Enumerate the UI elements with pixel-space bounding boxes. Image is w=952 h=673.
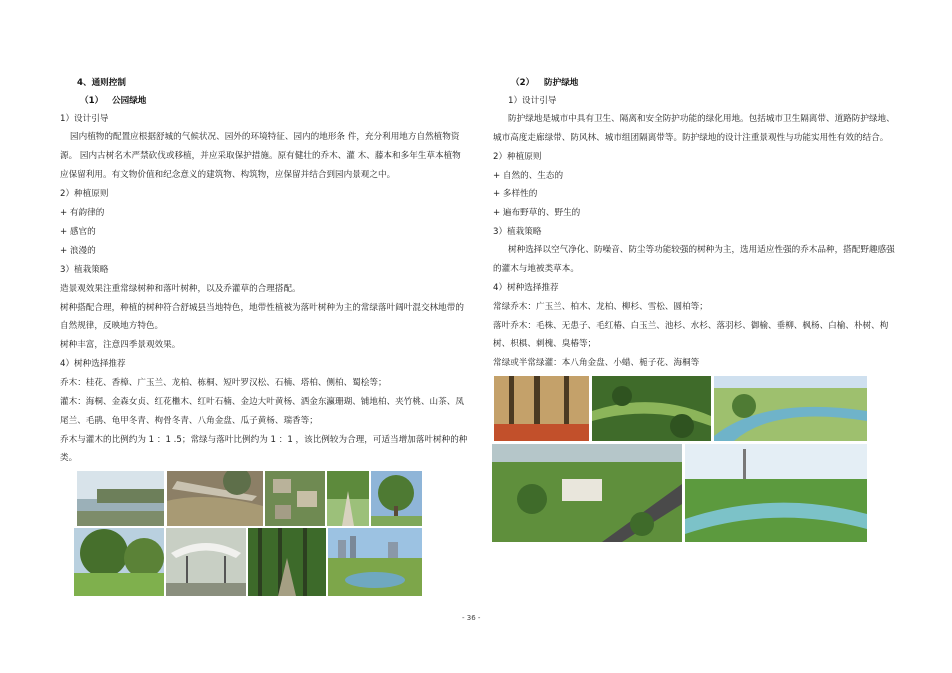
greenway-rendering-photo bbox=[492, 444, 682, 542]
principle-item: + 多样性的 bbox=[493, 189, 538, 199]
river-aerial-photo bbox=[714, 376, 867, 441]
aerial-garden-photo bbox=[265, 471, 325, 526]
canopy-structure-photo bbox=[166, 528, 246, 596]
species-line: 尾兰、毛鹃、龟甲冬青、枸骨冬青、八角金盘、瓜子黄杨、瑞香等； bbox=[60, 416, 318, 426]
lawn-trees-photo bbox=[74, 528, 164, 596]
principle-item: + 自然的、生态的 bbox=[493, 171, 564, 181]
species-line: 树、枳椇、刺槐、臭椿等； bbox=[493, 339, 597, 349]
species-line: 类。 bbox=[60, 453, 78, 463]
principle-item: + 有韵律的 bbox=[60, 208, 105, 218]
park-lake-photo bbox=[77, 471, 164, 526]
guide-title: 1）设计引导 bbox=[508, 96, 557, 106]
section-heading: 4、通则控制 bbox=[77, 78, 126, 88]
strategy-line: 造景观效果注重常绿树种和落叶树种，以及乔灌草的合理搭配。 bbox=[60, 284, 301, 294]
principle-title: 2）种植原则 bbox=[60, 189, 109, 199]
city-wetland-photo bbox=[328, 528, 422, 596]
page-number: - 36 - bbox=[462, 614, 481, 622]
strategy-line: 树种丰富，注意四季景观效果。 bbox=[60, 340, 181, 350]
strategy-title: 3）植栽策略 bbox=[493, 227, 542, 237]
species-line: 常绿乔木：广玉兰、柏木、龙柏、柳杉、雪松、圆柏等； bbox=[493, 302, 708, 312]
subheading-protective-green: 防护绿地 bbox=[544, 78, 579, 88]
tree-sky-photo bbox=[371, 471, 422, 526]
strategy-line: 树种选择以空气净化、防噪音、防尘等功能较强的树种为主，选用适应性强的乔木品种，搭配野趣感强 bbox=[508, 245, 895, 255]
species-line: 落叶乔木：毛株、无患子、毛红椿、白玉兰、池杉、水杉、落羽杉、御榆、垂柳、枫杨、白榆、朴树、枸 bbox=[493, 321, 889, 331]
principle-item: + 感官的 bbox=[60, 227, 96, 237]
species-title: 4）树种选择推荐 bbox=[493, 283, 559, 293]
guide-line: 防护绿地是城市中具有卫生、隔离和安全防护功能的绿化用地。包括城市卫生隔离带、道路防护绿地、 bbox=[508, 114, 895, 124]
guide-line: 园内植物的配置应根据舒城的气候状况、园外的环境特征、园内的地形条 件，充分利用地方自然植物资 bbox=[70, 132, 460, 142]
guide-line: 城市高度走廊绿带、防风林、城市组团隔离带等。防护绿地的设计注重景观性与功能实用性有效的结合。 bbox=[493, 133, 889, 143]
misty-forest-photo bbox=[494, 376, 589, 441]
principle-item: + 遍布野草的、野生的 bbox=[493, 208, 581, 218]
species-title: 4）树种选择推荐 bbox=[60, 359, 126, 369]
tree-lined-path-photo bbox=[327, 471, 369, 526]
subheading-number: （1） bbox=[80, 96, 104, 106]
aerial-greenbelt-photo bbox=[592, 376, 711, 441]
forest-path-photo bbox=[248, 528, 326, 596]
strategy-line: 自然规律，反映地方特色。 bbox=[60, 321, 164, 331]
principle-item: + 浪漫的 bbox=[60, 246, 96, 256]
strategy-title: 3）植栽策略 bbox=[60, 265, 109, 275]
river-park-tower-photo bbox=[685, 444, 867, 542]
guide-line: 应保留利用。有文物价值和纪念意义的建筑物、构筑物，应保留并结合到园内景观之中。 bbox=[60, 170, 396, 180]
guide-line: 源。 园内古树名木严禁砍伐或移植，并应采取保护措施。原有健壮的乔木、灌 木、藤本和多年生草本植物 bbox=[60, 151, 461, 161]
species-line: 乔木与灌木的比例约为 1 ：1 .5；常绿与落叶比例约为 1 ：1 ，该比例较为合理，可适当增加落叶树种的种 bbox=[60, 435, 468, 445]
subheading-park-green: 公园绿地 bbox=[112, 96, 147, 106]
species-line: 常绿或半常绿灌：本八角金盘、小蜡、栀子花、海桐等 bbox=[493, 358, 700, 368]
strategy-line: 的灌木与地被类草本。 bbox=[493, 264, 579, 274]
species-line: 乔木：桂花、香樟、广玉兰、龙柏、栋桐、短叶罗汉松、石楠、塔柏、侧柏、蜀桧等； bbox=[60, 378, 387, 388]
subheading-number: （2） bbox=[511, 78, 535, 88]
strategy-line: 树种搭配合理，种植的树种符合舒城县当地特色，地带性植被为落叶树种为主的常绿落叶阔叶混交林地带的 bbox=[60, 303, 464, 313]
wetland-path-photo bbox=[167, 471, 263, 526]
species-line: 灌木：海桐、金森女贞、红花檵木、红叶石楠、金边大叶黄杨、洒金东瀛珊瑚、铺地柏、夹竹桃、山茶、凤 bbox=[60, 397, 464, 407]
guide-title: 1）设计引导 bbox=[60, 114, 109, 124]
principle-title: 2）种植原则 bbox=[493, 152, 542, 162]
